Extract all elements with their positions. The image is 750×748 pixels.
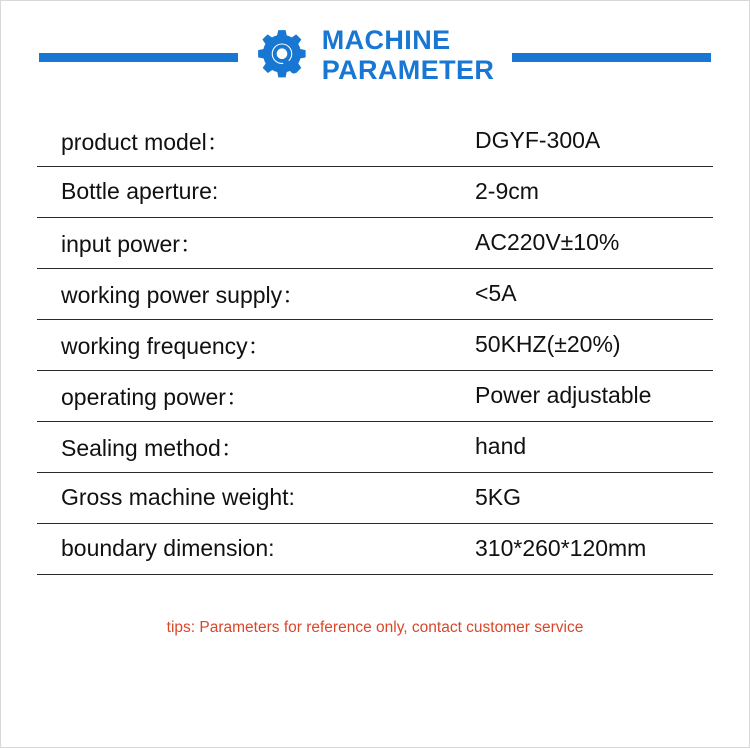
header-rule-right bbox=[512, 53, 711, 62]
table-row bbox=[37, 421, 713, 472]
header-title-line1: MACHINE bbox=[321, 24, 451, 55]
parameter-label: input power： bbox=[37, 217, 473, 268]
parameter-value: 2-9cm bbox=[473, 166, 713, 217]
table-row bbox=[37, 370, 713, 421]
gear-icon bbox=[256, 28, 310, 82]
table-row bbox=[37, 523, 713, 574]
parameter-label: Gross machine weight: bbox=[37, 472, 473, 523]
header-rule-left bbox=[39, 53, 238, 62]
tips-text: tips: Parameters for reference only, contact customer service bbox=[166, 618, 584, 636]
header-title-line2: PARAMETER bbox=[321, 55, 495, 85]
header-title bbox=[322, 25, 495, 85]
table-row bbox=[37, 268, 713, 319]
parameter-table-body bbox=[37, 115, 713, 574]
table-row bbox=[37, 166, 713, 217]
parameter-label: Sealing method： bbox=[37, 421, 473, 472]
parameter-value: Power adjustable bbox=[473, 370, 713, 421]
parameter-label: product model： bbox=[37, 115, 473, 166]
parameter-value: <5A bbox=[473, 268, 713, 319]
parameter-value: 5KG bbox=[473, 472, 713, 523]
parameter-label: working frequency： bbox=[37, 319, 473, 370]
footer bbox=[37, 575, 713, 638]
parameter-value: AC220V±10% bbox=[473, 217, 713, 268]
parameter-table bbox=[37, 115, 713, 575]
parameter-label: boundary dimension: bbox=[37, 523, 473, 574]
parameter-value: 310*260*120mm bbox=[473, 523, 713, 574]
table-row bbox=[37, 472, 713, 523]
parameter-label: working power supply： bbox=[37, 268, 473, 319]
table-row bbox=[37, 217, 713, 268]
parameter-label: operating power： bbox=[37, 370, 473, 421]
parameter-value: 50KHZ(±20%) bbox=[473, 319, 713, 370]
header-inner bbox=[1, 25, 749, 85]
table-row bbox=[37, 115, 713, 166]
parameter-value: hand bbox=[473, 421, 713, 472]
table-row bbox=[37, 319, 713, 370]
header-title-block bbox=[256, 25, 495, 85]
parameter-label: Bottle aperture: bbox=[37, 166, 473, 217]
parameter-value: DGYF-300A bbox=[473, 115, 713, 166]
header bbox=[1, 1, 749, 109]
